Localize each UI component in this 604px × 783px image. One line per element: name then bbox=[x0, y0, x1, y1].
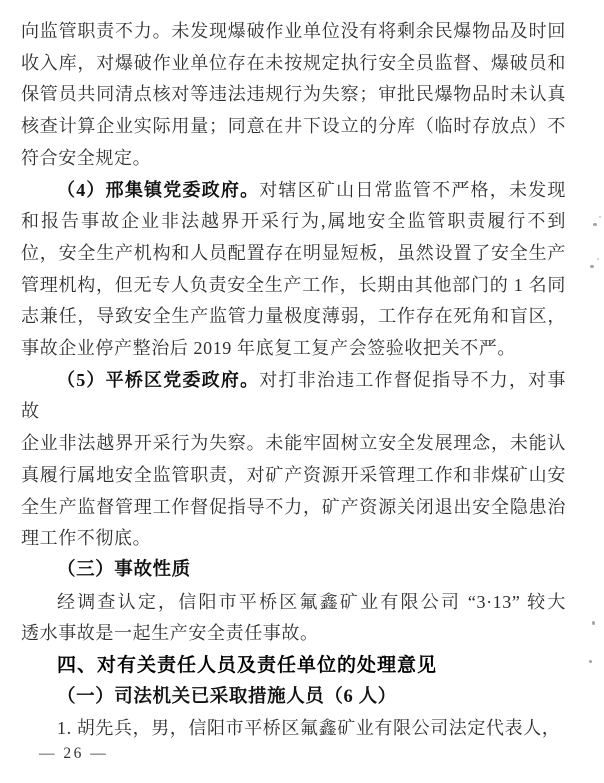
text-line: （三）事故性质 bbox=[57, 559, 191, 580]
text-line: 核查计算企业实际用量；同意在井下设立的分库（临时存放点）不 bbox=[21, 116, 566, 137]
paragraph-lead-label: （4）邢集镇党委政府。 bbox=[57, 179, 260, 200]
scan-speckle bbox=[597, 258, 599, 260]
text-line: 符合安全规定。 bbox=[21, 147, 152, 168]
scan-speckle bbox=[599, 216, 601, 218]
text-content bbox=[21, 16, 566, 745]
para-xingji-town-party-committee-government bbox=[21, 175, 566, 365]
text-line: 保管员共同清点核对等违法违规行为失察；审批民爆物品时未认真 bbox=[21, 84, 566, 105]
text-line: 和报告事故企业非法越界开采行为,属地安全监管职责履行不到 bbox=[21, 211, 566, 232]
text-line: 志兼任，导致安全生产监管力量极度薄弱，工作存在死角和盲区， bbox=[21, 306, 566, 327]
scan-speckle bbox=[592, 621, 595, 625]
text-line: 收入库，对爆破作业单位存在未按规定执行安全员监督、爆破员和 bbox=[21, 52, 566, 73]
text-line: 理工作不彻底。 bbox=[21, 528, 152, 549]
para-explosives-supervision-continued bbox=[21, 16, 566, 175]
scan-speckle bbox=[593, 223, 597, 226]
para-pingqiao-district-party-committee-government bbox=[21, 365, 566, 555]
para-person-hu-xianbing bbox=[21, 713, 566, 745]
text-line: 全生产监督管理工作督促指导不力，矿产资源关闭退出安全隐患治 bbox=[21, 496, 566, 517]
text-line: 1. 胡先兵，男，信阳市平桥区氟鑫矿业有限公司法定代表人， bbox=[57, 718, 561, 739]
heading-accident-nature bbox=[21, 555, 566, 587]
page-number: — 26 — bbox=[39, 745, 109, 762]
text-line: 经调查认定，信阳市平桥区氟鑫矿业有限公司 “3·13” 较大 bbox=[57, 591, 566, 612]
text-line: 透水事故是一起生产安全责任事故。 bbox=[21, 623, 319, 644]
heading-section-four-handling-opinions bbox=[21, 650, 566, 682]
text-line: （5）平桥区党委政府。对打非治违工作督促指导不力，对事故 bbox=[21, 369, 566, 422]
heading-judicial-measures-personnel bbox=[21, 682, 566, 714]
text-line: 真履行属地安全监管职责，对矿产资源开采管理工作和非煤矿山安 bbox=[21, 464, 566, 485]
text-line: （4）邢集镇党委政府。对辖区矿山日常监管不严格，未发现 bbox=[57, 179, 566, 200]
text-line: 向监管职责不力。未发现爆破作业单位没有将剩余民爆物品及时回 bbox=[21, 21, 566, 41]
text-line: 位，安全生产机构和人员配置存在明显短板，虽然设置了安全生产 bbox=[21, 242, 566, 263]
text-line: （一）司法机关已采取措施人员（6 人） bbox=[57, 686, 397, 707]
text-line: 管理机构，但无专人负责安全生产工作，长期由其他部门的 1 名同 bbox=[21, 274, 566, 295]
text-line: 企业非法越界开采行为失察。未能牢固树立安全发展理念，未能认 bbox=[21, 433, 566, 454]
para-investigation-finding bbox=[21, 587, 566, 650]
paragraph-lead-label: （5）平桥区党委政府。 bbox=[57, 369, 260, 390]
scan-speckle bbox=[589, 660, 592, 663]
text-line: 四、对有关责任人员及责任单位的处理意见 bbox=[57, 655, 438, 677]
scan-speckle bbox=[590, 265, 594, 268]
text-line: 事故企业停产整治后 2019 年底复工复产会签验收把关不严。 bbox=[21, 338, 516, 359]
